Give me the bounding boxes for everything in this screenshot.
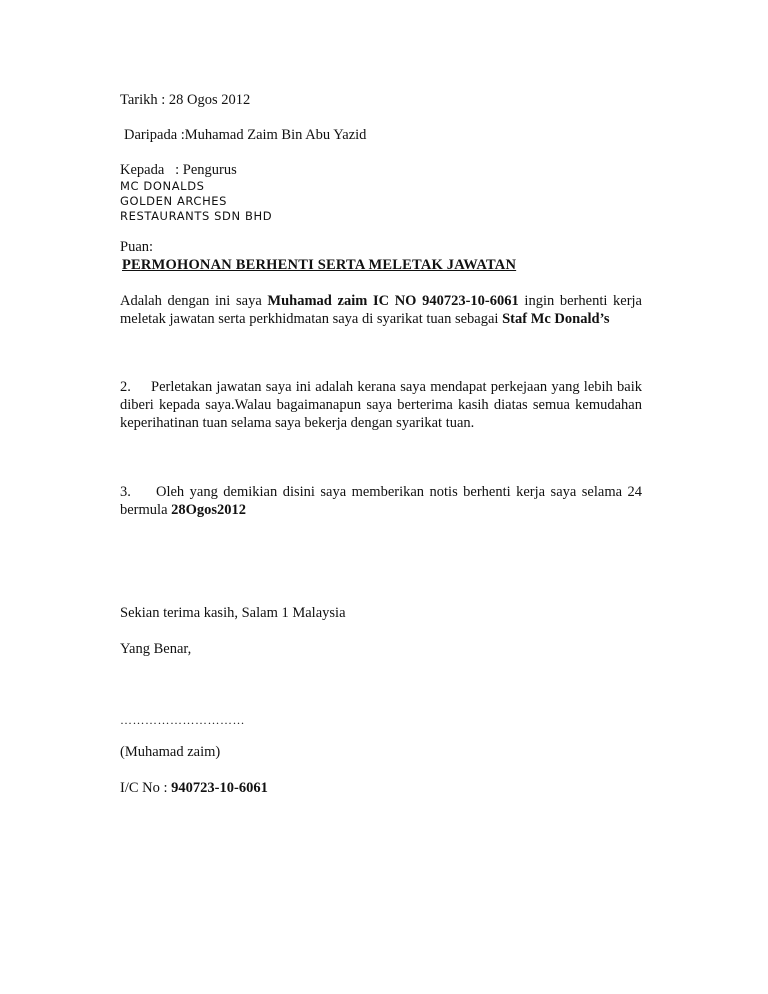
paragraph-2-line-1	[120, 378, 642, 396]
paragraph-2-text-1: Perletakan jawatan saya ini adalah kerana saya mendapat perkejaan yang lebih baik	[151, 379, 642, 395]
sign-off: Yang Benar,	[120, 641, 192, 657]
signer-name: (Muhamad zaim)	[120, 744, 221, 760]
position-title: Staf Mc Donald’s	[502, 311, 610, 327]
date-line: Tarikh : 28 Ogos 2012	[120, 92, 251, 108]
salutation: Puan:	[120, 239, 154, 255]
ic-number-line	[120, 779, 268, 797]
subject-heading: PERMOHONAN BERHENTI SERTA MELETAK JAWATAN	[122, 257, 517, 273]
paragraph-2-number: 2.	[120, 379, 131, 395]
to-line: Kepada : Pengurus	[120, 162, 237, 178]
notice-date: 28Ogos2012	[171, 502, 247, 518]
paragraph-3-text-1: Oleh yang demikian disini saya memberikan notis berhenti kerja saya selama 24	[156, 484, 642, 500]
address-line-2: GOLDEN ARCHES	[120, 194, 228, 208]
employee-name-ic: Muhamad zaim IC NO 940723-10-6061	[267, 293, 519, 309]
ic-label: I/C No :	[120, 780, 172, 796]
paragraph-2	[120, 378, 642, 432]
paragraph-1-line-1	[120, 292, 642, 310]
address-line-3: RESTAURANTS SDN BHD	[120, 209, 273, 223]
paragraph-1-text-2: meletak jawatan serta perkhidmatan saya di syarikat tuan sebagai	[120, 311, 503, 327]
paragraph-1-line-2	[120, 310, 642, 328]
paragraph-3-text-2: bermula	[120, 502, 172, 518]
paragraph-1-text-end: ingin berhenti kerja	[524, 293, 642, 309]
ic-value: 940723-10-6061	[171, 780, 268, 796]
paragraph-1-text: Adalah dengan ini saya	[120, 293, 268, 309]
signature-line: …………………………	[120, 713, 245, 727]
paragraph-2-line-3: keperihatinan tuan selama saya bekerja dengan syarikat tuan.	[120, 415, 475, 431]
paragraph-1	[120, 292, 642, 328]
closing-line: Sekian terima kasih, Salam 1 Malaysia	[120, 605, 346, 621]
paragraph-3-line-1	[120, 483, 642, 501]
address-line-1: MC DONALDS	[120, 179, 205, 193]
paragraph-2-line-2: diberi kepada saya.Walau bagaimanapun saya berterima kasih diatas semua kemudahan	[120, 397, 642, 413]
paragraph-3-number: 3.	[120, 484, 131, 500]
paragraph-3-line-2	[120, 501, 642, 519]
from-line: Daripada :Muhamad Zaim Bin Abu Yazid	[124, 127, 367, 143]
paragraph-3	[120, 483, 642, 519]
